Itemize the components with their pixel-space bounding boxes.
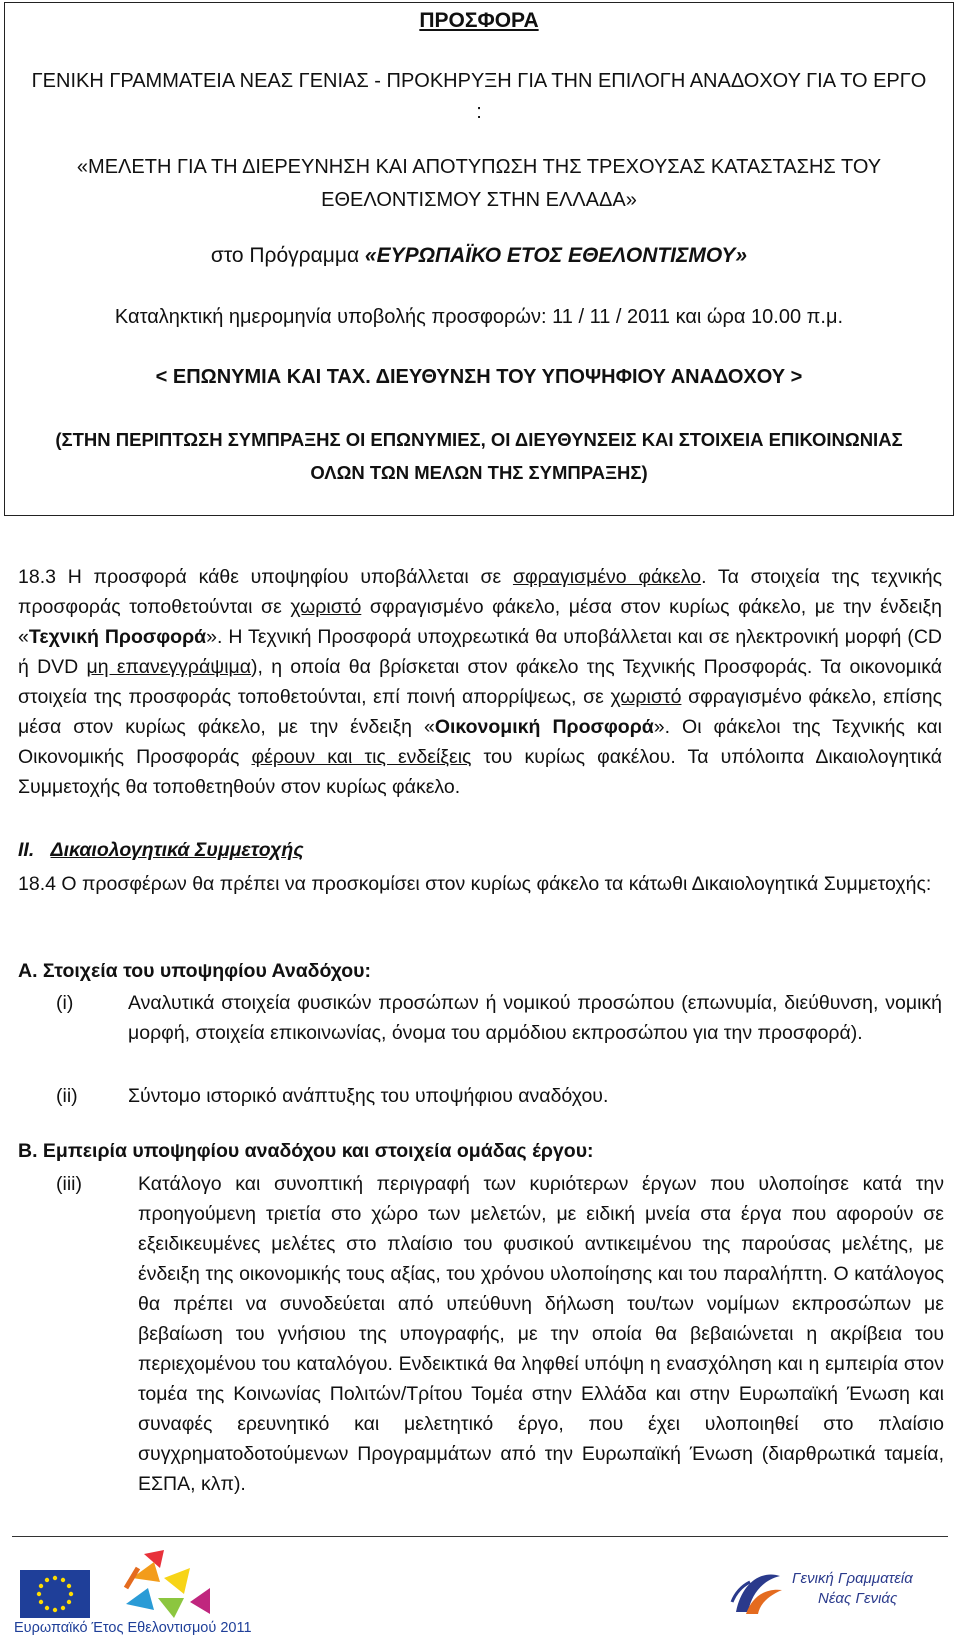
consortium-line1: (ΣΤΗΝ ΠΕΡΙΠΤΩΣΗ ΣΥΜΠΡΑΞΗΣ ΟΙ ΕΠΩΝΥΜΙΕΣ, ΟΙ ΔΙΕΥΘΥΝΣΕΙΣ ΚΑΙ ΣΤΟΙΧΕΙΑ ΕΠΙΚΟΙΝΩΝΙΑΣ [55,429,903,450]
underlined-run: μη επανεγγράψιμα [86,656,252,678]
programme-line [5,239,953,272]
footer-divider [12,1536,948,1537]
text-run: ». Η Τεχνική Προσφορά υποχρεωτικά θα υποβάλλεται και σε ηλεκτρονική μορφή (CD ή DVD [18,626,942,678]
underlined-run: σφραγισμένο φάκελο [512,566,702,588]
bold-run: Τεχνική Προσφορά [28,626,207,648]
programme-prefix: στο Πρόγραμμα [210,244,365,267]
ggng-name-line2: Νέας Γενιάς [818,1590,898,1607]
consortium-line2: ΟΛΩΝ ΤΩΝ ΜΕΛΩΝ ΤΗΣ ΣΥΜΠΡΑΞΗΣ) [310,462,648,483]
deadline-line: Καταληκτική ημερομηνία υποβολής προσφορών: 11 / 11 / 2011 και ώρα 10.00 π.μ. [114,306,844,328]
text-run: σφραγισμένο φάκελο, μέσα στον κυρίως φάκελο, με την ένδειξη « [18,596,942,648]
project-title-line2: ΕΘΕΛΟΝΤΙΣΜΟΥ ΣΤΗΝ ΕΛΛΑΔΑ» [321,189,637,211]
item-label: (i) [56,992,74,1014]
project-title-line1: «ΜΕΛΕΤΗ ΓΙΑ ΤΗ ΔΙΕΡΕΥΝΗΣΗ ΚΑΙ ΑΠΟΤΥΠΩΣΗ ΤΗΣ ΤΡΕΧΟΥΣΑΣ ΚΑΤΑΣΤΑΣΗΣ ΤΟΥ [76,156,882,178]
section-b-heading: Β. Εμπειρία υποψηφίου αναδόχου και στοιχεία ομάδας έργου: [18,1140,594,1162]
section-number: II. [18,839,35,861]
offer-header-box [4,2,954,516]
item-text: Κατάλογο και συνοπτική περιγραφή των κυριότερων έργων που υλοποίησε κατά την προηγούμενη τριετία στο χώρο των μελετών, με ειδική μνεία στα έργα που αφορούν σε εξειδικευμένες μελέτες στο πλαίσιο του φυσικού αντικειμένου της παρούσας μελέτης, με ένδειξη της οικονομικής τους αξίας, του χρόνου υλοποίησης και του παραλήπτη. Ο κατάλογος θα πρέπει να συνοδεύεται από υπεύθυνη δήλωση του/των νομίμων εκπροσώπων με βεβαίωση του γνήσιου της υπογραφής, με την οποία θα βεβαιώνεται η ακρίβεια του περιεχομένου του καταλόγου. Ενδεικτικά θα ληφθεί υπόψη η ενασχόληση και η εμπειρία στον τομέα της Κοινωνίας Πολιτών/Τρίτου Τομέα στην Ελλάδα και στην Ευρωπαϊκή Ένωση και συναφές ερευνητικό και μελετητικό έργο, που έχει υλοποιηθεί στο πλαίσιο συγχρηματοδοτούμενων Προγραμμάτων από την Ευρωπαϊκή Ένωση (διαρθρωτικά ταμεία, ΕΣΠΑ, κλπ). [138,1173,944,1495]
section-a-heading: Α. Στοιχεία του υποψηφίου Αναδόχου: [18,960,371,982]
underlined-run: χωριστό [610,686,682,708]
text-run: . Τα στοιχεία της τεχνικής προσφοράς τοποθετούνται σε [18,566,943,618]
ggng-name-line1: Γενική Γραμματεία [792,1570,913,1587]
item-text: Αναλυτικά στοιχεία φυσικών προσώπων ή νομικού προσώπου (επωνυμία, διεύθυνση, νομική μορφή, στοιχεία επικοινωνίας, όνομα του αρμόδιου εκπροσώπου για την προσφορά). [128,992,942,1044]
announcement-colon: : [476,101,482,123]
item-label: (ii) [56,1085,78,1107]
text-run: ». Οι φάκελοι της Τεχνικής και Οικονομικής Προσφοράς [18,716,943,768]
announcement-line: ΓΕΝΙΚΗ ΓΡΑΜΜΑΤΕΙΑ ΝΕΑΣ ΓΕΝΙΑΣ - ΠΡΟΚΗΡΥΞΗ ΓΙΑ ΤΗΝ ΕΠΙΛΟΓΗ ΑΝΑΔΟΧΟΥ ΓΙΑ ΤΟ ΕΡΓΟ [31,70,927,92]
eu-flag-icon [14,1548,264,1618]
ggng-emblem-icon [728,1562,788,1622]
text-run: σφραγισμένο φάκελο, επίσης μέσα στον κυρίως φάκελο, με την ένδειξη « [18,686,942,738]
paragraph-18-4: 18.4 Ο προσφέρων θα πρέπει να προσκομίσει στον κυρίως φάκελο τα κάτωθι Δικαιολογητικά Συμμετοχής: [18,873,932,895]
bold-run: Οικονομική Προσφορά [434,716,654,738]
offer-title: ΠΡΟΣΦΟΡΑ [419,9,539,32]
underlined-run: χωριστό [290,596,362,618]
section-ii-heading [18,839,304,862]
volunteer-figures-icon [126,1550,210,1618]
item-label: (iii) [56,1173,82,1195]
eu-logo-caption: Ευρωπαϊκό Έτος Εθελοντισμού 2011 [14,1620,252,1636]
eu-volunteering-logo [14,1548,264,1642]
applicant-placeholder: < ΕΠΩΝΥΜΙΑ ΚΑΙ ΤΑΧ. ΔΙΕΥΘΥΝΣΗ ΤΟΥ ΥΠΟΨΗΦΙΟΥ ΑΝΑΔΟΧΟΥ > [155,366,803,388]
text-run: 18.3 Η προσφορά κάθε υποψηφίου υποβάλλεται σε [18,566,513,588]
ggng-logo [728,1556,948,1636]
programme-name: «ΕΥΡΩΠΑΪΚΟ ΕΤΟΣ ΕΘΕΛΟΝΤΙΣΜΟΥ» [364,244,748,267]
text-run: του κυρίως φακέλου. Τα υπόλοιπα Δικαιολογητικά Συμμετοχής θα τοποθετηθούν στον κυρίως φάκελο. [18,746,942,798]
item-text: Σύντομο ιστορικό ανάπτυξης του υποψήφιου αναδόχου. [128,1085,609,1107]
paragraph-18-3 [18,562,942,802]
underlined-run: φέρουν και τις ενδείξεις [251,746,472,768]
section-title: Δικαιολογητικά Συμμετοχής [50,839,304,861]
text-run: ), η οποία θα βρίσκεται στον φάκελο της Τεχνικής Προσφοράς. Τα οικονομικά στοιχεία της προσφοράς τοποθετούνται, επί ποινή απορρίψεως, σε [18,656,942,708]
